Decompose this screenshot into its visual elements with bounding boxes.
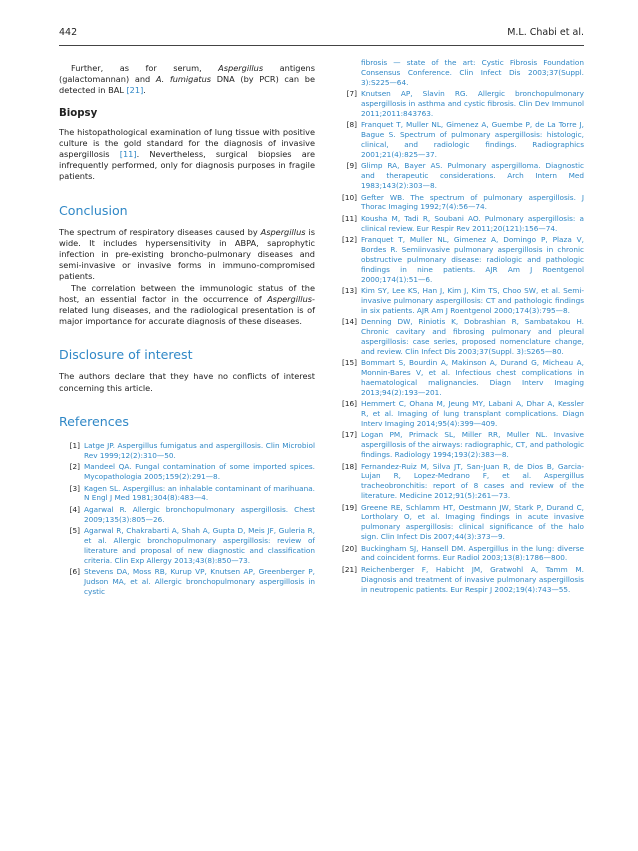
citation-link[interactable]: [21]: [126, 85, 144, 96]
reference-item[interactable]: [336, 193, 584, 213]
left-column: [59, 63, 315, 599]
text-run: The spectrum of respiratory diseases caused by: [59, 226, 261, 237]
italic-term: A. fumigatus: [155, 74, 212, 85]
reference-item[interactable]: [336, 399, 584, 428]
reference-item[interactable]: [59, 462, 315, 482]
reference-text: Buckingham SJ, Hansell DM. Aspergillus in the lung: diverse and coincident forms. Eur Radiol 2003;13(8):1786—800.: [361, 543, 584, 563]
right-column: [336, 58, 584, 596]
reference-item[interactable]: [336, 462, 584, 501]
reference-text: fibrosis — state of the art: Cystic Fibrosis Foundation Consensus Conference. Clin Infect Dis 2003;37(Suppl. 3):S225—64.: [361, 58, 584, 87]
conclusion-paragraph-1: [59, 227, 315, 283]
reference-text: Reichenberger F, Habicht JM, Gratwohl A, Tamm M. Diagnosis and treatment of invasive pulmonary aspergillosis in neutropenic patients. Eur Respir J 2002;19(4):743—55.: [361, 565, 584, 594]
reference-number: [5]: [69, 526, 80, 536]
disclosure-heading: Disclosure of interest: [59, 347, 193, 363]
reference-item[interactable]: [59, 484, 315, 504]
reference-number: [19]: [342, 502, 357, 512]
reference-number: [9]: [346, 161, 357, 171]
reference-item[interactable]: [336, 89, 584, 118]
reference-item[interactable]: [336, 214, 584, 234]
reference-number: [12]: [342, 235, 357, 245]
reference-item[interactable]: [336, 161, 584, 190]
reference-item[interactable]: [59, 441, 315, 461]
references-heading: References: [59, 413, 129, 429]
reference-text: Knutsen AP, Slavin RG. Allergic bronchopulmonary aspergillosis in asthma and cystic fibrosis. Clin Dev Immunol 2011;2011:843763.: [361, 89, 584, 118]
reference-number: [11]: [342, 213, 357, 223]
reference-number: [3]: [69, 483, 80, 493]
text-run: is wide. It includes hypersensitivity in ABPA, saprophytic infection in pre-existing broncho-pulmonary diseases and semi-invasive or invasive forms in immuno-compromised patients.: [59, 226, 315, 282]
reference-text: Denning DW, Riniotis K, Dobrashian R, Sambatakou H. Chronic cavitary and fibrosing pulmonary and pleural aspergillosis: case series, proposed nomenclature change, and review. Clin Infect Dis 2003;37(Suppl. 3):S265—80.: [361, 317, 584, 356]
running-author: M.L. Chabi et al.: [507, 27, 584, 38]
reference-number: [20]: [342, 543, 357, 553]
reference-item[interactable]: [336, 317, 584, 356]
reference-number: [4]: [69, 505, 80, 515]
reference-text: Glimp RA, Bayer AS. Pulmonary aspergilloma. Diagnostic and therapeutic considerations. Arch Intern Med 1983;143(2):303—8.: [361, 161, 584, 190]
text-run: The correlation between the immunologic status of the host, an essential factor in the occurrence of: [59, 282, 315, 304]
biopsy-heading: Biopsy: [59, 107, 98, 119]
reference-text: Greene RE, Schlamm HT, Oestmann JW, Stark P, Durand C, Lortholary O, et al. Imaging findings in acute invasive pulmonary aspergillosis: clinical significance of the halo sign. Clin Infect Dis 2007;44(3):373—9.: [361, 502, 584, 542]
reference-text: Latge JP. Aspergillus fumigatus and aspergillosis. Clin Microbiol Rev 1999;12(2):310—50.: [84, 440, 315, 460]
running-header: [59, 27, 584, 43]
reference-text: Franquet T, Muller NL, Gimenez A, Guembe P, de La Torre J, Bague S. Spectrum of pulmonary aspergillosis: histologic, clinical, and radiologic findings. Radiographics 2001;21(4):825—37.: [361, 120, 584, 159]
reference-number: [6]: [69, 567, 80, 577]
reference-item[interactable]: [336, 358, 584, 397]
disclosure-paragraph: The authors declare that they have no conflicts of interest concerning this article.: [59, 371, 315, 393]
reference-text: Franquet T, Muller NL, Gimenez A, Domingo P, Plaza V, Bordes R. Semiinvasive pulmonary aspergillosis in chronic obstructive pulmonary disease: radiologic and pathologic findings in nine patients. AJR Am J Roentgenol 2000;174(1):51—6.: [361, 235, 584, 284]
citation-link[interactable]: [11]: [119, 149, 137, 160]
italic-term: Aspergillus: [218, 63, 264, 73]
conclusion-paragraph-2: [59, 283, 315, 328]
conclusion-heading: Conclusion: [59, 202, 128, 218]
text-run: antigens (galactomannan) and: [59, 63, 315, 85]
reference-text: Bommart S, Bourdin A, Makinson A, Durand G, Micheau A, Monnin-Bares V, et al. Infectious chest complications in haematological malignancies. Diagn Interv Imaging 2013;94(2):193—201.: [361, 358, 584, 397]
text-run: -related lung diseases, and the radiological presentation is of major importance for accurate diagnosis of these diseases.: [59, 293, 315, 327]
reference-text: Agarwal R. Allergic bronchopulmonary aspergillosis. Chest 2009;135(3):805—26.: [84, 505, 315, 524]
reference-number: [21]: [342, 565, 357, 574]
reference-number: [13]: [342, 286, 357, 296]
reference-item[interactable]: [336, 235, 584, 284]
text-run: Further, as for serum,: [71, 63, 219, 73]
reference-number: [2]: [69, 462, 80, 472]
text-run: DNA (by PCR) can be detected in BAL: [59, 74, 315, 96]
reference-list-left: [59, 441, 315, 597]
intro-paragraph: [59, 63, 315, 97]
reference-number: [18]: [342, 461, 357, 471]
reference-text: Agarwal R, Chakrabarti A, Shah A, Gupta D, Meis JF, Guleria R, et al. Allergic bronchopulmonary aspergillosis: review of literature and proposal of new diagnostic and classification criteria. Clin Exp Allergy 2013;43(8):850—73.: [84, 526, 315, 565]
reference-number: [15]: [342, 358, 357, 368]
reference-text: Stevens DA, Moss RB, Kurup VP, Knutsen AP, Greenberger P, Judson MA, et al. Allergic bronchopulmonary aspergillosis in cystic: [84, 567, 315, 596]
text-run: The histopathological examination of lung tissue with positive culture is the gold standard for the diagnosis of invasive aspergillosis: [59, 126, 315, 160]
reference-number: [17]: [342, 430, 357, 440]
italic-term: Aspergillus: [267, 293, 313, 304]
reference-number: [14]: [342, 317, 357, 327]
reference-text: Hemmert C, Ohana M, Jeung MY, Labani A, Dhar A, Kessler R, et al. Imaging of lung transplant complications. Diagn Interv Imaging 2014;95(4):399—409.: [361, 399, 584, 428]
reference-number: [8]: [346, 120, 357, 130]
biopsy-paragraph: [59, 127, 315, 183]
reference-text: Gefter WB. The spectrum of pulmonary aspergillosis. J Thorac Imaging 1992;7(4):56—74.: [361, 192, 584, 212]
italic-term: Aspergillus: [260, 226, 306, 237]
reference-item[interactable]: [59, 505, 315, 525]
reference-item[interactable]: [336, 544, 584, 564]
reference-item[interactable]: [59, 567, 315, 596]
reference-text: Fernandez-Ruiz M, Silva JT, San-Juan R, de Dios B, Garcia-Lujan R, Lopez-Medrano F, et al. Aspergillus tracheobronchitis: report of 8 cases and review of the literature. Medicine 2012;91(5):261—73.: [361, 461, 584, 501]
reference-text: Kousha M, Tadi R, Soubani AO. Pulmonary aspergillosis: a clinical review. Eur Respir Rev 2011;20(121):156—74.: [361, 213, 584, 233]
header-rule: [59, 45, 584, 46]
reference-item[interactable]: [336, 565, 584, 594]
reference-text: Kagen SL. Aspergillus: an inhalable contaminant of marihuana. N Engl J Med 1981;304(8):483—4.: [84, 483, 315, 503]
reference-item[interactable]: [336, 120, 584, 159]
reference-number: [10]: [342, 192, 357, 202]
reference-item[interactable]: [336, 430, 584, 459]
reference-item[interactable]: [336, 58, 584, 87]
reference-item[interactable]: [336, 286, 584, 315]
reference-text: Kim SY, Lee KS, Han J, Kim J, Kim TS, Choo SW, et al. Semi-invasive pulmonary aspergillosis: CT and pathologic findings in six patients. AJR Am J Roentgenol 2000;174(3):795—8.: [361, 286, 584, 315]
reference-number: [7]: [346, 89, 357, 99]
text-run: .: [143, 85, 146, 96]
reference-number: [1]: [69, 440, 80, 450]
text-run: . Nevertheless, surgical biopsies are infrequently performed, only for diagnosis purposes in fragile patients.: [59, 149, 315, 182]
reference-text: Mandeel QA. Fungal contamination of some imported spices. Mycopathologia 2005;159(2):291—8.: [84, 462, 315, 482]
reference-item[interactable]: [59, 526, 315, 565]
page-number: 442: [59, 27, 78, 38]
reference-list-right: [336, 58, 584, 594]
reference-text: Logan PM, Primack SL, Miller RR, Muller NL. Invasive aspergillosis of the airways: radiographic, CT, and pathologic findings. Radiology 1994;193(2):383—8.: [361, 430, 584, 460]
reference-number: [16]: [342, 399, 357, 409]
reference-item[interactable]: [336, 503, 584, 542]
